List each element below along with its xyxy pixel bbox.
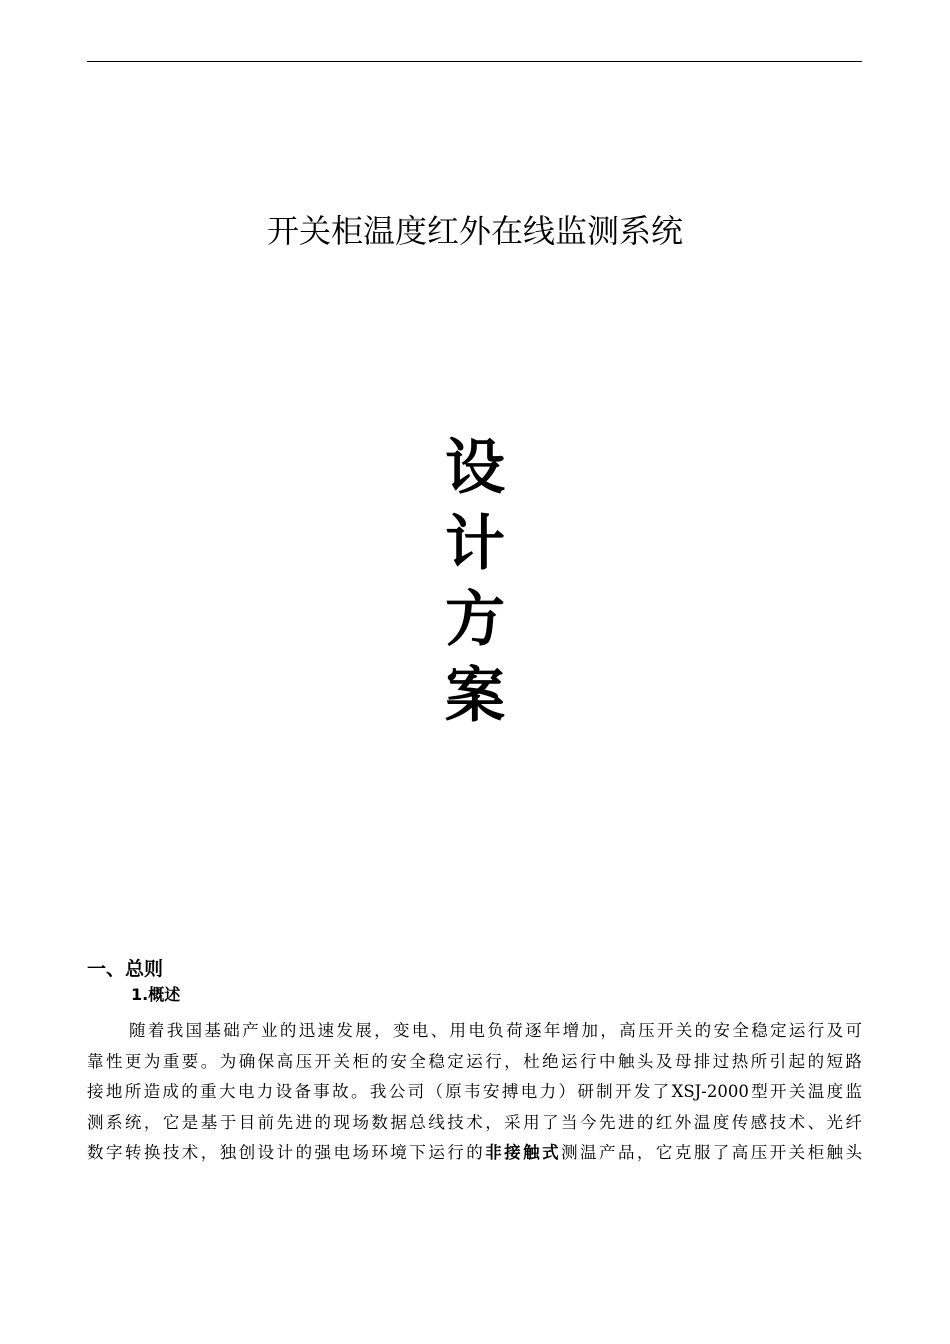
plan-char: 案 xyxy=(445,661,505,731)
document-title: 开关柜温度红外在线监测系统 xyxy=(266,212,683,250)
line-text: 数字转换技术，独创设计的强电场环境下运行的 xyxy=(87,1143,486,1162)
emphasized-term: 非接触式 xyxy=(485,1143,562,1162)
subsection-heading: 1.概述 xyxy=(131,985,181,1004)
plan-label xyxy=(425,430,525,734)
header-rule xyxy=(87,61,862,62)
line-text: 测温产品，它克服了高压开关柜触头 xyxy=(561,1143,862,1162)
paragraph-line: 靠性更为重要。为确保高压开关柜的安全稳定运行，杜绝运行中触头及母排过热所引起的短路 xyxy=(87,1051,862,1071)
plan-char: 设 xyxy=(445,433,505,503)
paragraph-line xyxy=(87,1138,862,1169)
paragraph-line: 随着我国基础产业的迅速发展，变电、用电负荷逐年增加，高压开关的安全稳定运行及可 xyxy=(129,1021,862,1040)
paragraph-line: 测系统，它是基于目前先进的现场数据总线技术，采用了当今先进的红外温度传感技术、光纤 xyxy=(87,1112,862,1132)
body-paragraph xyxy=(87,1016,862,1169)
section-heading: 一、总则 xyxy=(87,958,164,980)
paragraph-line: 接地所造成的重大电力设备事故。我公司（原韦安搏电力）研制开发了XSJ-2000型开关温度监 xyxy=(87,1082,862,1101)
plan-char: 方 xyxy=(445,585,505,655)
plan-char: 计 xyxy=(445,509,505,579)
